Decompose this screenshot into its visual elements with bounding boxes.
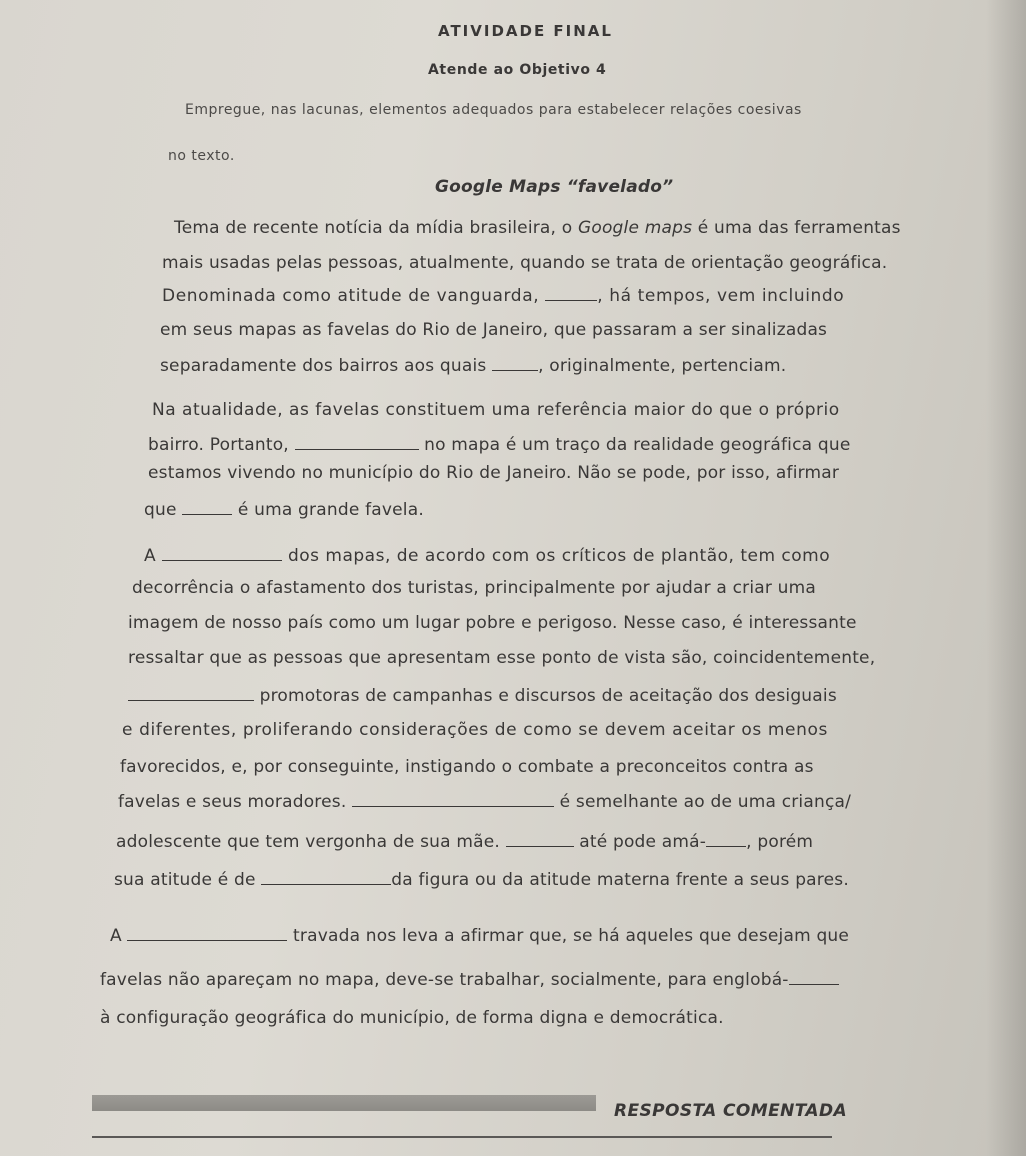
- bottom-rule: [92, 1136, 832, 1138]
- p1-l3a: Denominada como atitude de vanguarda,: [162, 286, 546, 306]
- p1-line-1: [174, 218, 901, 238]
- p3-l10a: sua atitude é de: [114, 870, 262, 890]
- p1-line-3: [162, 286, 844, 306]
- blank-9[interactable]: [706, 832, 746, 847]
- p3-l8a: favelas e seus moradores.: [118, 792, 353, 812]
- p3-line-10: [114, 870, 849, 890]
- blank-11[interactable]: [127, 926, 287, 941]
- blank-1[interactable]: [545, 286, 597, 301]
- p3-l5b: promotoras de campanhas e discursos de aceitação dos desiguais: [254, 686, 837, 706]
- activity-title: ATIVIDADE FINAL: [438, 22, 613, 40]
- p4-l1a: A: [110, 926, 128, 946]
- p2-l2a: bairro. Portanto,: [148, 435, 295, 455]
- blank-8[interactable]: [506, 832, 574, 847]
- p3-line-5: [128, 686, 837, 706]
- p3-l8b: é semelhante ao de uma criança/: [554, 792, 852, 812]
- blank-10[interactable]: [261, 870, 391, 885]
- blank-12[interactable]: [789, 970, 839, 985]
- p1-l1a: Tema de recente notícia da mídia brasileira, o: [174, 218, 578, 238]
- p4-l2a: favelas não apareçam no mapa, deve-se trabalhar, socialmente, para englobá-: [100, 970, 789, 990]
- blank-6[interactable]: [128, 686, 254, 701]
- page-shadow: [986, 0, 1026, 1156]
- p3-line-1: [144, 546, 830, 566]
- blank-2[interactable]: [492, 356, 538, 371]
- p3-l10b: da figura ou da atitude materna frente a seus pares.: [391, 870, 849, 890]
- p2-l2b: no mapa é um traço da realidade geográfica que: [418, 435, 851, 455]
- response-section-label: RESPOSTA COMENTADA: [614, 1101, 848, 1121]
- p3-line-6: e diferentes, proliferando considerações de como se devem aceitar os menos: [122, 720, 828, 740]
- p4-line-3: à configuração geográfica do município, de forma digna e democrática.: [100, 1008, 724, 1028]
- p4-line-1: [110, 926, 849, 946]
- instruction-line-1: Empregue, nas lacunas, elementos adequados para estabelecer relações coesivas: [185, 102, 802, 118]
- p1-l1b: Google maps: [577, 218, 693, 238]
- blank-4[interactable]: [182, 500, 232, 515]
- p2-line-3: estamos vivendo no município do Rio de Janeiro. Não se pode, por isso, afirmar: [148, 463, 840, 483]
- p3-l1b: dos mapas, de acordo com os críticos de plantão, tem como: [282, 546, 831, 566]
- p3-line-8: [118, 792, 851, 812]
- p3-line-9: [116, 832, 813, 852]
- p3-line-4: ressaltar que as pessoas que apresentam esse ponto de vista são, coincidentemente,: [128, 648, 876, 668]
- p1-line-5: [160, 356, 786, 376]
- p2-line-1: Na atualidade, as favelas constituem uma referência maior do que o próprio: [152, 400, 840, 420]
- response-bar: [92, 1095, 596, 1111]
- blank-5[interactable]: [162, 546, 282, 561]
- instruction-line-2: no texto.: [168, 148, 235, 164]
- p1-l5b: , originalmente, pertenciam.: [538, 356, 787, 376]
- blank-3[interactable]: [295, 435, 419, 450]
- p4-l1b: travada nos leva a afirmar que, se há aqueles que desejam que: [287, 926, 850, 946]
- p3-l1a: A: [144, 546, 163, 566]
- text-heading: Google Maps “favelado”: [435, 177, 674, 197]
- p3-l9b: até pode amá-: [573, 832, 707, 852]
- p2-line-2: [148, 435, 850, 455]
- p1-line-2: mais usadas pelas pessoas, atualmente, quando se trata de orientação geográfica.: [162, 253, 888, 273]
- p1-l3b: , há tempos, vem incluindo: [597, 286, 845, 306]
- p1-l1c: é uma das ferramentas: [692, 218, 901, 238]
- p2-l4b: é uma grande favela.: [232, 500, 424, 520]
- p3-l9a: adolescente que tem vergonha de sua mãe.: [116, 832, 506, 852]
- p3-line-3: imagem de nosso país como um lugar pobre e perigoso. Nesse caso, é interessante: [128, 613, 857, 633]
- p3-line-2: decorrência o afastamento dos turistas, principalmente por ajudar a criar uma: [132, 578, 817, 598]
- p3-l9c: , porém: [746, 832, 814, 852]
- objective-subtitle: Atende ao Objetivo 4: [428, 62, 607, 78]
- p1-line-4: em seus mapas as favelas do Rio de Janeiro, que passaram a ser sinalizadas: [160, 320, 828, 340]
- p3-line-7: favorecidos, e, por conseguinte, instigando o combate a preconceitos contra as: [120, 757, 814, 777]
- p2-line-4: [144, 500, 424, 520]
- p2-l4a: que: [144, 500, 183, 520]
- p4-line-2: [100, 970, 839, 990]
- blank-7[interactable]: [352, 792, 554, 807]
- p1-l5a: separadamente dos bairros aos quais: [160, 356, 493, 376]
